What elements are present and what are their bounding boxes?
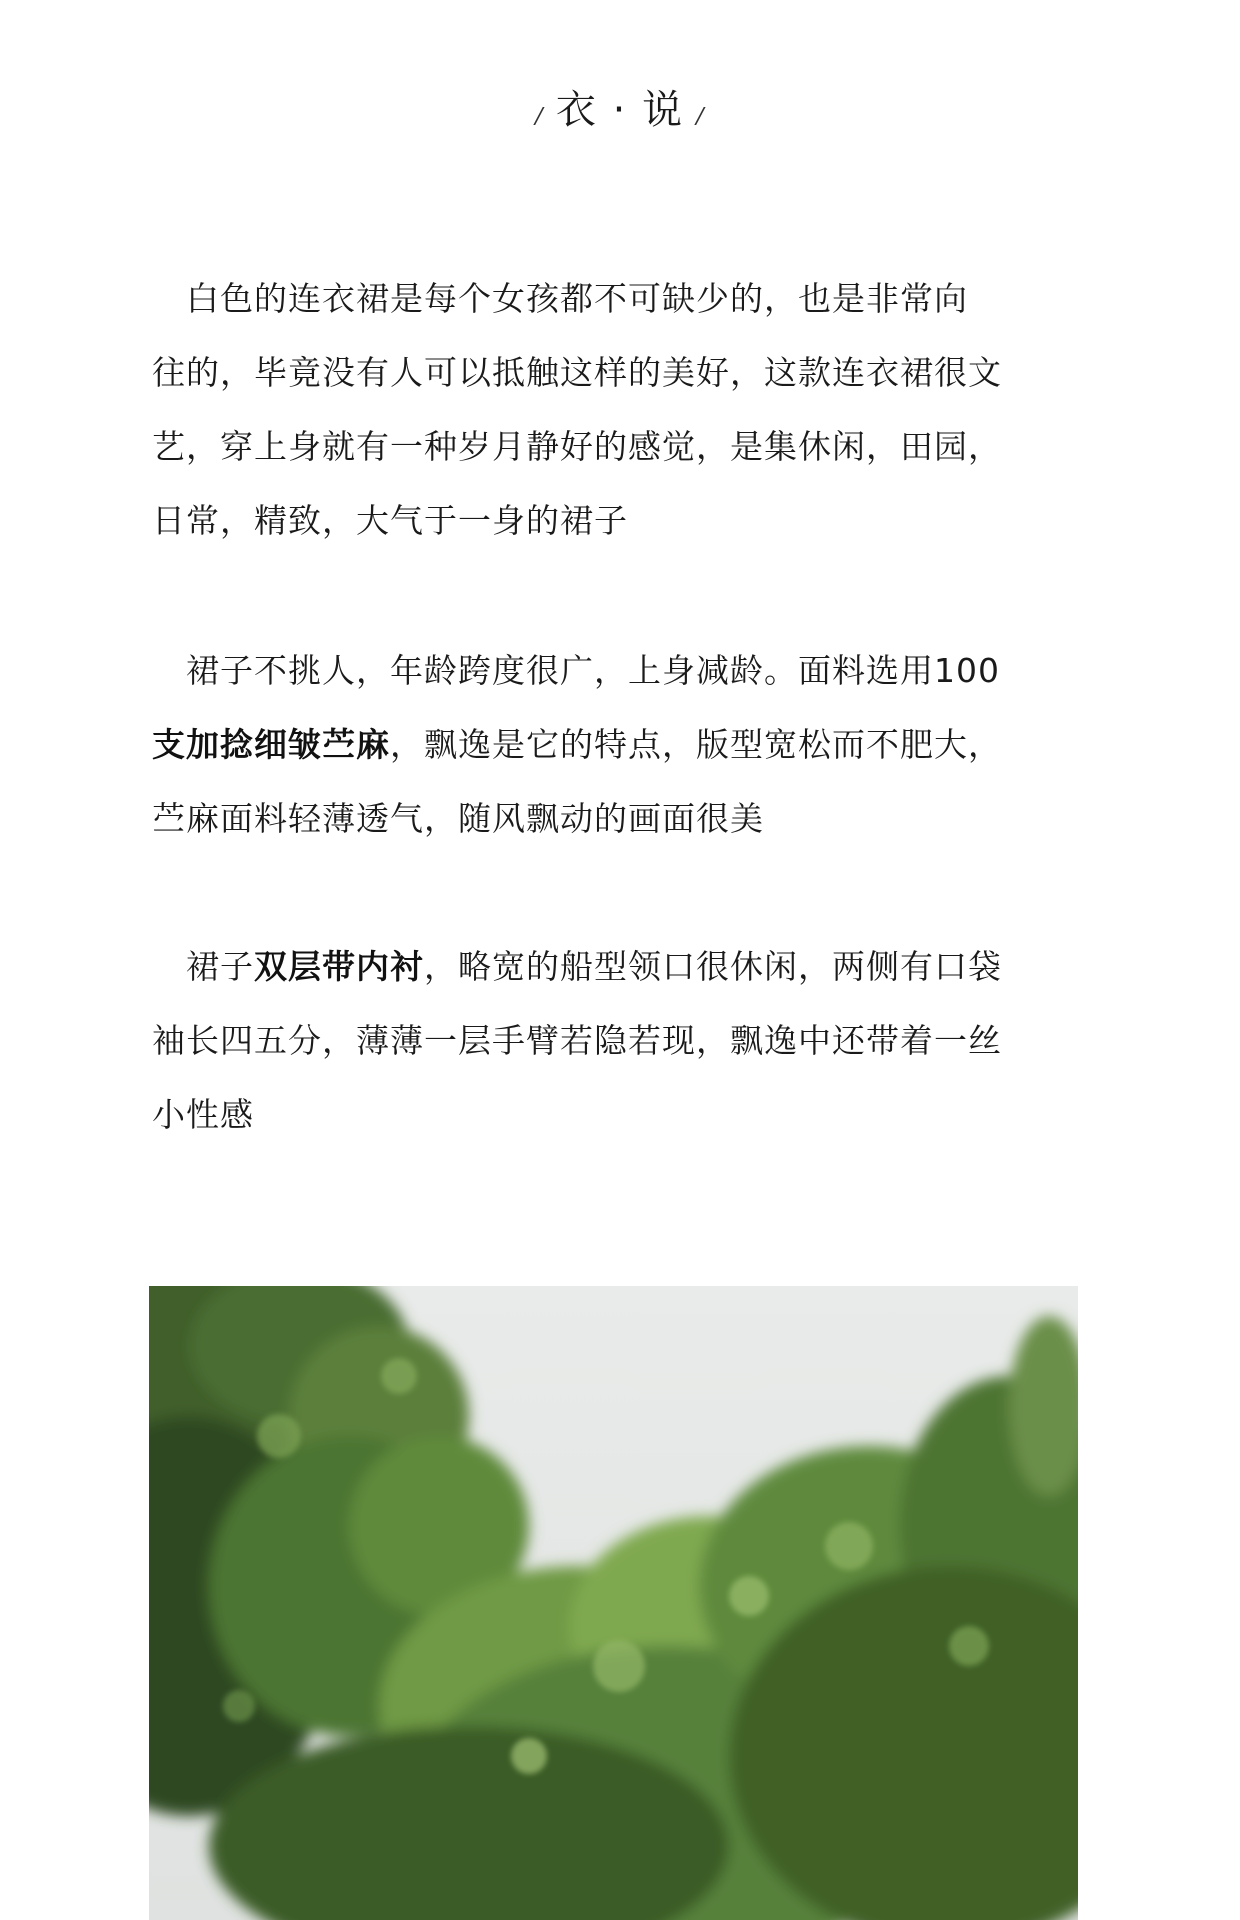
paragraph-1	[152, 262, 1092, 558]
paragraph-line: 艺，穿上身就有一种岁月静好的感觉，是集休闲，田园，	[152, 427, 1002, 466]
paragraph-line: 裙子不挑人，年龄跨度很广，上身减龄。面料选用100	[152, 651, 1000, 690]
page-title	[0, 82, 1240, 145]
product-photo	[149, 1286, 1078, 1920]
paragraph-text: ，飘逸是它的特点，版型宽松而不肥大，	[390, 725, 1002, 764]
title-text: 衣 · 说	[555, 87, 685, 133]
paragraph-line: 日常，精致，大气于一身的裙子	[152, 501, 628, 540]
title-slash-left: /	[531, 104, 547, 129]
bold-fabric-text: 支加捻细皱苎麻	[152, 725, 390, 764]
paragraph-line: 白色的连衣裙是每个女孩都不可缺少的，也是非常向	[152, 279, 968, 318]
paragraph-3	[152, 930, 1092, 1152]
paragraph-line: 往的，毕竟没有人可以抵触这样的美好，这款连衣裙很文	[152, 353, 1002, 392]
tree-scene-image	[149, 1286, 1078, 1920]
paragraph-line: 袖长四五分，薄薄一层手臂若隐若现，飘逸中还带着一丝	[152, 1021, 1002, 1060]
bold-lining-text: 双层带内衬	[254, 947, 424, 986]
paragraph-line: 小性感	[152, 1095, 254, 1134]
paragraph-text: 裙子	[152, 947, 254, 986]
paragraph-line	[152, 708, 1092, 782]
paragraph-line	[152, 930, 1092, 1004]
paragraph-2	[152, 634, 1092, 856]
paragraph-text: ，略宽的船型领口很休闲，两侧有口袋	[424, 947, 1002, 986]
paragraph-line: 苎麻面料轻薄透气，随风飘动的画面很美	[152, 799, 764, 838]
title-slash-right: /	[693, 104, 709, 129]
